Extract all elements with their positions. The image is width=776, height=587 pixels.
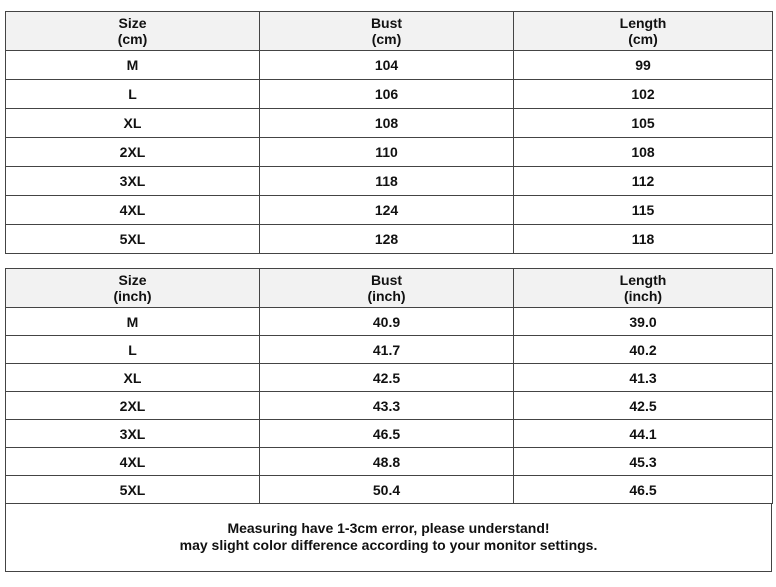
header-label: Size xyxy=(118,272,147,288)
cm-header-length xyxy=(514,12,773,51)
bust-cell: 108 xyxy=(260,109,514,138)
measurement-notice xyxy=(5,503,772,572)
bust-cell: 106 xyxy=(260,80,514,109)
table-row xyxy=(6,364,773,392)
table-row xyxy=(6,109,773,138)
table-row xyxy=(6,476,773,504)
length-cell: 39.0 xyxy=(514,308,773,336)
length-cell: 44.1 xyxy=(514,420,773,448)
size-cell: 2XL xyxy=(6,392,260,420)
table-row xyxy=(6,167,773,196)
bust-cell: 50.4 xyxy=(260,476,514,504)
length-cell: 108 xyxy=(514,138,773,167)
length-cell: 99 xyxy=(514,51,773,80)
header-unit: (inch) xyxy=(367,288,406,304)
size-cell: 3XL xyxy=(6,420,260,448)
table-row xyxy=(6,448,773,476)
table-row xyxy=(6,196,773,225)
size-cell: L xyxy=(6,336,260,364)
notice-error-line: Measuring have 1-3cm error, please understand! xyxy=(227,520,550,536)
header-unit: (inch) xyxy=(113,288,152,304)
length-cell: 115 xyxy=(514,196,773,225)
length-cell: 46.5 xyxy=(514,476,773,504)
length-cell: 105 xyxy=(514,109,773,138)
table-row xyxy=(6,392,773,420)
size-chart-inch-table xyxy=(5,268,773,504)
table-row xyxy=(6,420,773,448)
bust-cell: 46.5 xyxy=(260,420,514,448)
header-label: Size xyxy=(118,15,147,31)
inch-header-size xyxy=(6,269,260,308)
header-label: Bust xyxy=(370,272,403,288)
header-label: Length xyxy=(619,15,667,31)
inch-header-bust xyxy=(260,269,514,308)
size-cell: L xyxy=(6,80,260,109)
table-row xyxy=(6,336,773,364)
header-unit: (cm) xyxy=(117,31,148,47)
header-label: Bust xyxy=(370,15,403,31)
header-label: Length xyxy=(619,272,667,288)
cm-header-bust xyxy=(260,12,514,51)
length-cell: 102 xyxy=(514,80,773,109)
bust-cell: 118 xyxy=(260,167,514,196)
size-cell: M xyxy=(6,51,260,80)
size-cell: M xyxy=(6,308,260,336)
bust-cell: 43.3 xyxy=(260,392,514,420)
size-cell: 4XL xyxy=(6,448,260,476)
bust-cell: 104 xyxy=(260,51,514,80)
table-row xyxy=(6,308,773,336)
size-cell: XL xyxy=(6,109,260,138)
bust-cell: 124 xyxy=(260,196,514,225)
size-cell: 5XL xyxy=(6,225,260,254)
length-cell: 40.2 xyxy=(514,336,773,364)
size-cell: 5XL xyxy=(6,476,260,504)
bust-cell: 42.5 xyxy=(260,364,514,392)
length-cell: 41.3 xyxy=(514,364,773,392)
notice-color-line: may slight color difference according to your monitor settings. xyxy=(179,537,598,553)
cm-header-row xyxy=(6,12,773,51)
length-cell: 42.5 xyxy=(514,392,773,420)
size-cell: 3XL xyxy=(6,167,260,196)
length-cell: 118 xyxy=(514,225,773,254)
bust-cell: 128 xyxy=(260,225,514,254)
header-unit: (cm) xyxy=(628,31,658,47)
header-unit: (inch) xyxy=(623,288,663,304)
cm-header-size xyxy=(6,12,260,51)
table-row xyxy=(6,225,773,254)
length-cell: 112 xyxy=(514,167,773,196)
bust-cell: 48.8 xyxy=(260,448,514,476)
inch-header-row xyxy=(6,269,773,308)
table-row xyxy=(6,80,773,109)
size-chart-cm-table xyxy=(5,11,773,254)
size-cell: 4XL xyxy=(6,196,260,225)
header-unit: (cm) xyxy=(371,31,402,47)
bust-cell: 110 xyxy=(260,138,514,167)
size-cell: 2XL xyxy=(6,138,260,167)
size-cell: XL xyxy=(6,364,260,392)
inch-header-length xyxy=(514,269,773,308)
length-cell: 45.3 xyxy=(514,448,773,476)
bust-cell: 41.7 xyxy=(260,336,514,364)
table-row xyxy=(6,138,773,167)
bust-cell: 40.9 xyxy=(260,308,514,336)
table-row xyxy=(6,51,773,80)
